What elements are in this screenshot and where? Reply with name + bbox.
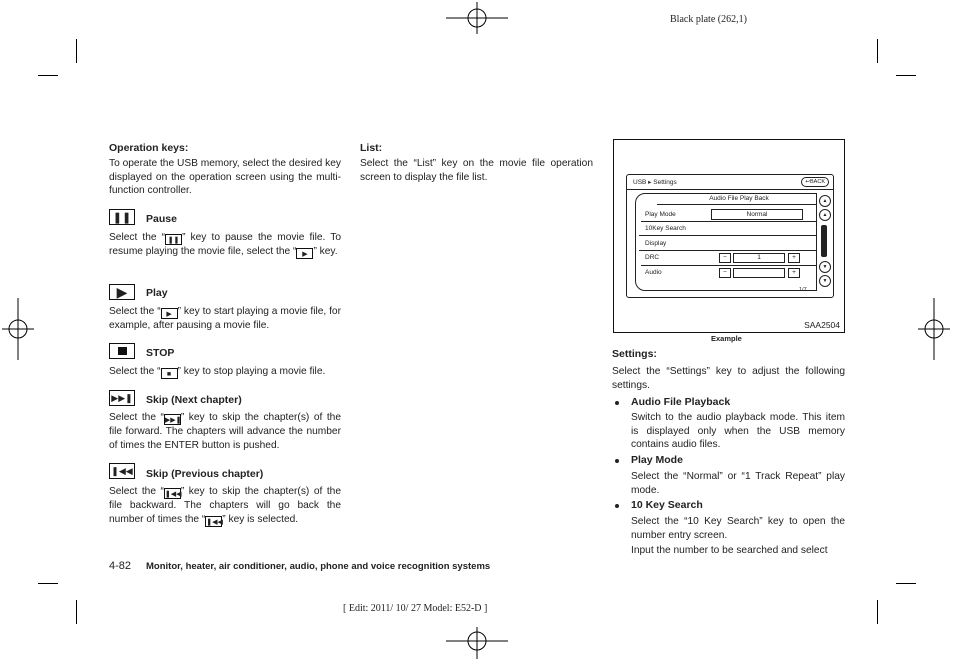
figure-code: SAA2504	[804, 320, 840, 330]
skip-next-icon: ▶▶❚	[164, 414, 181, 425]
skip-next-icon: ▶▶❚	[109, 390, 135, 406]
back-button[interactable]: ↩BACK	[801, 177, 829, 187]
page-number: 4-82	[109, 560, 132, 572]
skip-previous-icon: ❚◀◀	[205, 516, 222, 527]
operation-keys-text: To operate the USB memory, select the desired key displayed on the operation screen using the multi-function controller.	[109, 158, 341, 197]
stop-icon	[109, 343, 135, 359]
page-indicator: 1/7	[799, 287, 807, 293]
audio-label: Audio	[645, 269, 662, 276]
audio-value	[733, 268, 785, 278]
skip-next-heading: Skip (Next chapter)	[146, 394, 242, 406]
play-icon: ▶	[161, 308, 178, 319]
scroll-up-button[interactable]	[819, 209, 831, 221]
play-heading: Play	[146, 287, 168, 299]
pause-text: Select the “ ❚❚ ” key to pause the movie file. To resume playing the movie file, select the “ ▶ ” key.	[109, 232, 341, 258]
settings-heading: Settings:	[612, 348, 657, 360]
registration-target-right	[918, 298, 950, 360]
drc-label: DRC	[645, 254, 660, 261]
settings-screen-figure	[613, 139, 845, 333]
up-arrow-icon: ▲	[822, 212, 828, 218]
double-down-arrow-icon: ▼	[822, 278, 828, 284]
stop-text: Select the “ ■ ” key to stop playing a movie file.	[109, 366, 326, 378]
breadcrumb: USB ▸ Settings	[633, 179, 677, 186]
bullet-icon	[615, 459, 619, 463]
registration-target-left	[2, 298, 34, 360]
display-item[interactable]: Display	[645, 240, 667, 247]
skip-next-text: Select the “▶▶❚” key to skip the chapter(s) of the file forward. The chapters will advance the number of times the ENTER button is pushed.	[109, 412, 341, 451]
drc-increase-button[interactable]: +	[788, 253, 800, 263]
play-mode-label[interactable]: Play Mode	[645, 211, 676, 218]
plate-label: Black plate (262,1)	[670, 14, 747, 25]
play-mode-value[interactable]: Normal	[711, 209, 803, 220]
drc-decrease-button[interactable]: −	[719, 253, 731, 263]
scroll-down-button[interactable]	[819, 261, 831, 273]
audio-decrease-button[interactable]: −	[719, 268, 731, 278]
scroll-bottom-button[interactable]	[819, 275, 831, 287]
edit-info: [ Edit: 2011/ 10/ 27 Model: E52-D ]	[343, 603, 488, 614]
drc-value: 1	[733, 253, 785, 263]
pause-heading: Pause	[146, 213, 177, 225]
play-mode-text: Select the “Normal” or “1 Track Repeat” play mode.	[631, 471, 845, 496]
back-arrow-icon: ↩	[805, 179, 811, 185]
play-mode-heading: Play Mode	[631, 454, 683, 466]
audio-increase-button[interactable]: +	[788, 268, 800, 278]
play-icon: ▶	[109, 284, 135, 300]
skip-previous-icon: ❚◀◀	[109, 463, 135, 479]
scroll-top-button[interactable]	[819, 195, 831, 207]
figure-caption: Example	[711, 334, 742, 343]
search-continuation-text: Input the number to be searched and select	[631, 545, 828, 556]
skip-previous-text: Select the “❚◀◀” key to skip the chapter(s) of the file backward. The chapters will go back the number of times the “❚◀◀” key is selected.	[109, 486, 341, 526]
operation-keys-heading: Operation keys:	[109, 142, 189, 154]
bullet-icon	[615, 504, 619, 508]
10-key-search-text: Select the “10 Key Search” key to open the number entry screen.	[631, 516, 845, 541]
down-arrow-icon: ▼	[822, 264, 828, 270]
list-text: Select the “List” key on the movie file operation screen to display the file list.	[360, 158, 593, 183]
stop-icon: ■	[161, 368, 178, 379]
skip-previous-heading: Skip (Previous chapter)	[146, 468, 264, 480]
play-icon: ▶	[296, 248, 313, 259]
double-up-arrow-icon: ▲	[822, 198, 828, 204]
chapter-title: Monitor, heater, air conditioner, audio, phone and voice recognition systems	[146, 561, 491, 572]
pause-icon: ❚❚	[109, 209, 135, 225]
audio-file-playback-text: Switch to the audio playback mode. This item is displayed only when the USB memory contains audio files.	[631, 412, 845, 451]
audio-file-playback-heading: Audio File Playback	[631, 396, 731, 408]
stop-heading: STOP	[146, 347, 175, 359]
screen-display	[626, 174, 834, 298]
bullet-icon	[615, 401, 619, 405]
play-text: Select the “ ▶ ” key to start playing a movie file, for example, after pausing a movie file.	[109, 306, 341, 331]
list-heading: List:	[360, 142, 383, 154]
skip-previous-icon: ❚◀◀	[164, 488, 181, 499]
registration-target-bottom	[446, 627, 508, 659]
pause-icon: ❚❚	[165, 234, 182, 245]
10-key-search-heading: 10 Key Search	[631, 499, 703, 511]
scrollbar-thumb[interactable]	[821, 225, 827, 257]
settings-text: Select the “Settings” key to adjust the following settings.	[612, 366, 845, 391]
list-title: Audio File Play Back	[709, 195, 769, 202]
registration-target-top	[446, 2, 508, 34]
10key-search-item[interactable]: 10Key Search	[645, 225, 686, 232]
